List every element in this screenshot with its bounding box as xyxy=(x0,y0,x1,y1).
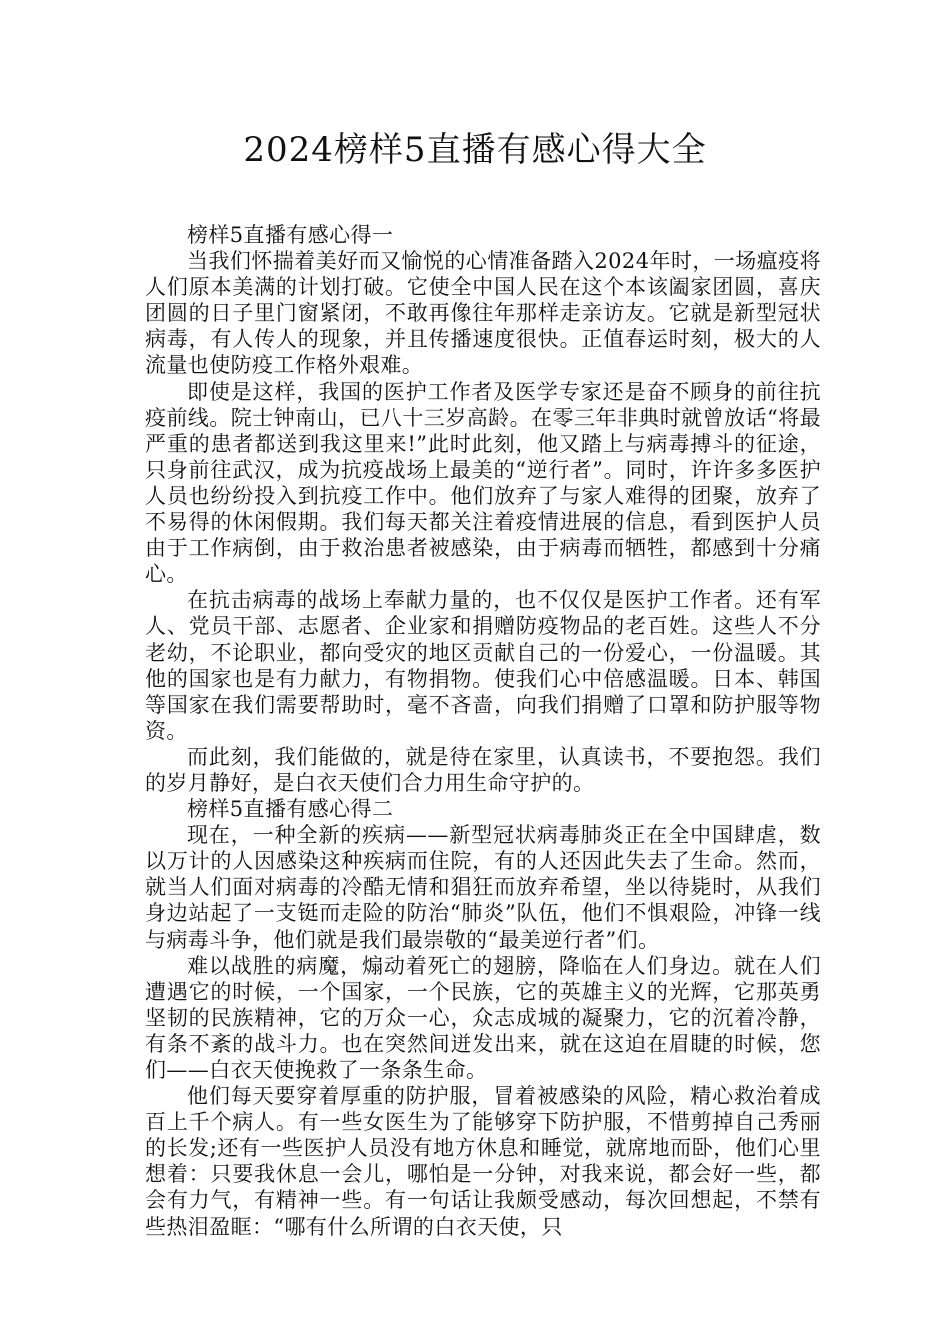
paragraph: 在抗击病毒的战场上奉献力量的，也不仅仅是医护工作者。还有军人、党员干部、志愿者、企业家和捐赠防疫物品的老百姓。这些人不分老幼，不论职业，都向受灾的地区贡献自己的一份爱心，一份温暖。其他的国家也是有力献力，有物捐物。使我们心中倍感温暖。日本、韩国等国家在我们需要帮助时，毫不吝啬，向我们捐赠了口罩和防护服等物资。 xyxy=(145,588,821,743)
paragraph: 现在，一种全新的疾病——新型冠状病毒肺炎正在全中国肆虐，数以万计的人因感染这种疾病而住院，有的人还因此失去了生命。然而，就当人们面对病毒的冷酷无情和猖狂而放弃希望，坐以待毙时，从我们身边站起了一支铤而走险的防治“肺炎”队伍，他们不惧艰险，冲锋一线与病毒斗争，他们就是我们最崇敬的“最美逆行者”们。 xyxy=(145,823,821,952)
paragraph: 他们每天要穿着厚重的防护服，冒着被感染的风险，精心救治着成百上千个病人。有一些女医生为了能够穿下防护服，不惜剪掉自己秀丽的长发;还有一些医护人员没有地方休息和睡觉，就席地而卧，他们心里想着：只要我休息一会儿，哪怕是一分钟，对我来说，都会好一些，都会有力气，有精神一些。有一句话让我颇受感动，每次回想起，不禁有些热泪盈眶：“哪有什么所谓的白衣天使，只 xyxy=(145,1084,821,1239)
document-body xyxy=(145,222,821,1240)
paragraph: 当我们怀揣着美好而又愉悦的心情准备踏入2024年时，一场瘟疫将人们原本美满的计划打破。它使全中国人民在这个本该阖家团圆，喜庆团圆的日子里门窗紧闭，不敢再像往年那样走亲访友。它就是新型冠状病毒，有人传人的现象，并且传播速度很快。正值春运时刻，极大的人流量也使防疫工作格外艰难。 xyxy=(145,249,821,378)
paragraph: 难以战胜的病魔，煽动着死亡的翅膀，降临在人们身边。就在人们遭遇它的时候，一个国家，一个民族，它的英雄主义的光辉，它那英勇坚韧的民族精神，它的万众一心，众志成城的凝聚力，它的沉着冷静，有条不紊的战斗力。也在突然间迸发出来，就在这迫在眉睫的时候，您们——白衣天使挽救了一条条生命。 xyxy=(145,953,821,1082)
page-title: 2024榜样5直播有感心得大全 xyxy=(243,130,707,170)
paragraph: 即使是这样，我国的医护工作者及医学专家还是奋不顾身的前往抗疫前线。院士钟南山，已八十三岁高龄。在零三年非典时就曾放话“将最严重的患者都送到我这里来!”此时此刻，他又踏上与病毒搏斗的征途，只身前往武汉，成为抗疫战场上最美的“逆行者”。同时，许许多多医护人员也纷纷投入到抗疫工作中。他们放弃了与家人难得的团聚，放弃了不易得的休闲假期。我们每天都关注着疫情进展的信息，看到医护人员由于工作病倒，由于救治患者被感染，由于病毒而牺牲，都感到十分痛心。 xyxy=(145,379,821,587)
section-heading-2: 榜样5直播有感心得二 xyxy=(187,797,394,822)
paragraph: 而此刻，我们能做的，就是待在家里，认真读书，不要抱怨。我们的岁月静好，是白衣天使们合力用生命守护的。 xyxy=(145,744,821,795)
section-heading-1: 榜样5直播有感心得一 xyxy=(187,223,394,247)
